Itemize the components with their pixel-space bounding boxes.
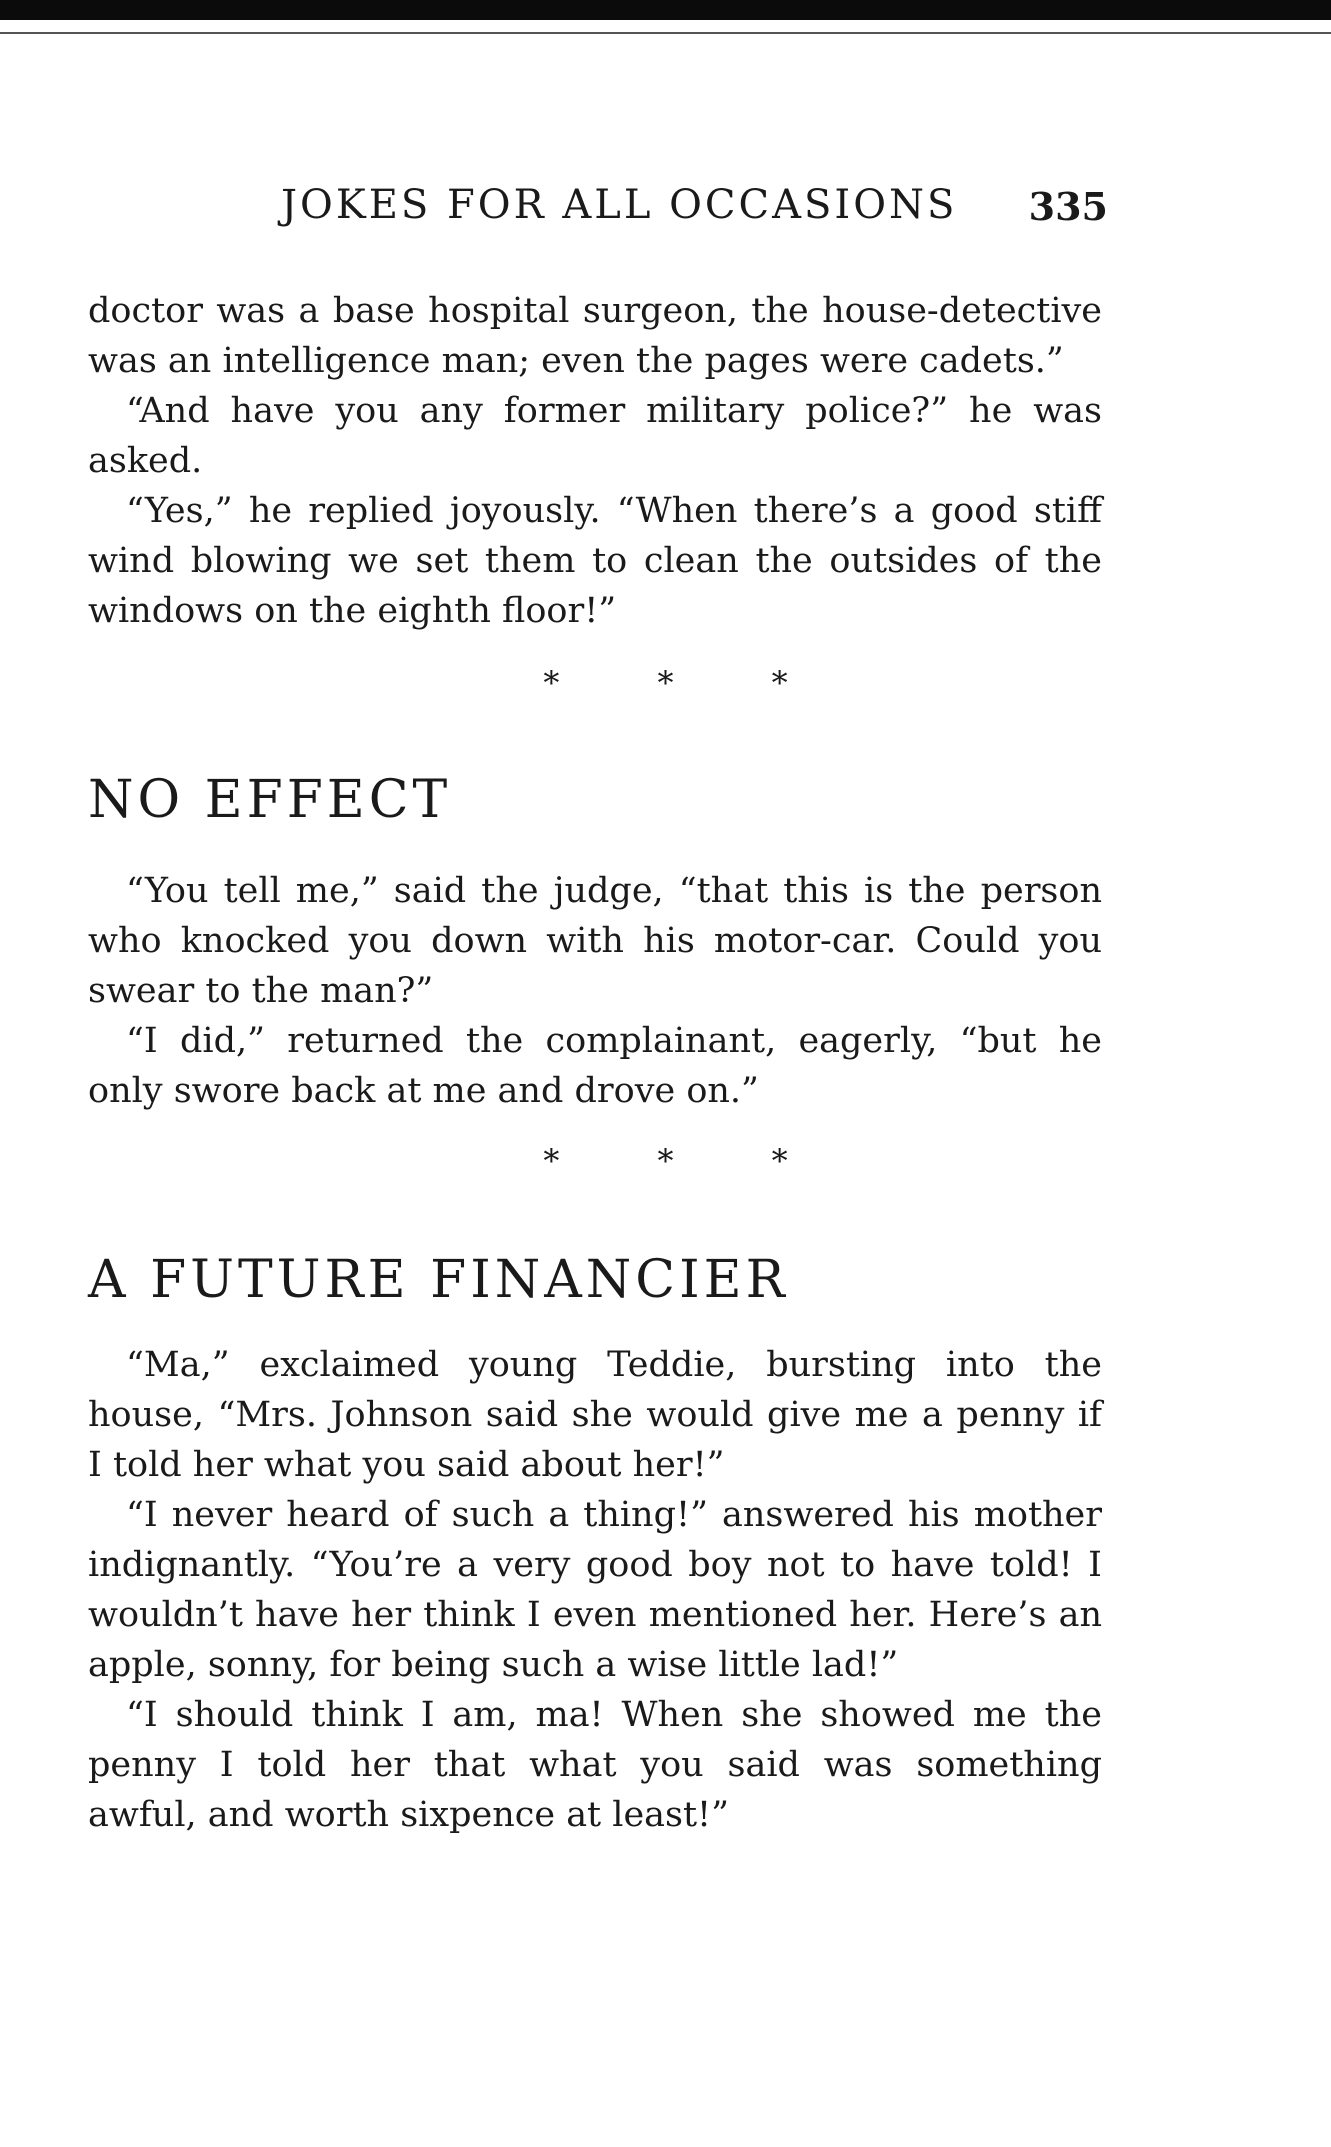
- paragraph: “Yes,” he replied joyously. “When there’s a good stiff wind blowing we set them to clean the outsides of the windows on the eighth floor!”: [88, 491, 1102, 631]
- section-continuation: [88, 286, 1102, 636]
- section-heading-no-effect: NO EFFECT: [88, 770, 452, 830]
- section-future-financier: [88, 1340, 1102, 1840]
- top-thin-rule: [0, 32, 1331, 34]
- paragraph: “I should think I am, ma! When she showed me the penny I told her that what you said was something awful, and worth sixpence at least!”: [88, 1695, 1102, 1835]
- section-heading-future-financier: A FUTURE FINANCIER: [88, 1250, 789, 1310]
- running-head: [88, 182, 1108, 238]
- section-no-effect: [88, 866, 1102, 1116]
- paragraph: “I did,” returned the complainant, eagerly, “but he only swore back at me and drove on.”: [88, 1021, 1102, 1111]
- paragraph: “And have you any former military police?” he was asked.: [88, 391, 1102, 481]
- top-border-rule: [0, 0, 1331, 20]
- paragraph: “I never heard of such a thing!” answered his mother indignantly. “You’re a very good boy not to have told! I wouldn’t have her think I even mentioned her. Here’s an apple, sonny, for being such a wise little lad!”: [88, 1495, 1102, 1685]
- running-title: JOKES FOR ALL OCCASIONS: [281, 182, 958, 228]
- section-separator: * * *: [543, 1142, 832, 1180]
- page-number: 335: [1028, 184, 1108, 229]
- paragraph: doctor was a base hospital surgeon, the house-detective was an intelligence man; even the pages were cadets.”: [88, 291, 1102, 381]
- paragraph: “You tell me,” said the judge, “that this is the person who knocked you down with his motor-car. Could you swear to the man?”: [88, 871, 1102, 1011]
- section-separator: * * *: [543, 664, 832, 702]
- paragraph: “Ma,” exclaimed young Teddie, bursting into the house, “Mrs. Johnson said she would give me a penny if I told her what you said about her!”: [88, 1345, 1102, 1485]
